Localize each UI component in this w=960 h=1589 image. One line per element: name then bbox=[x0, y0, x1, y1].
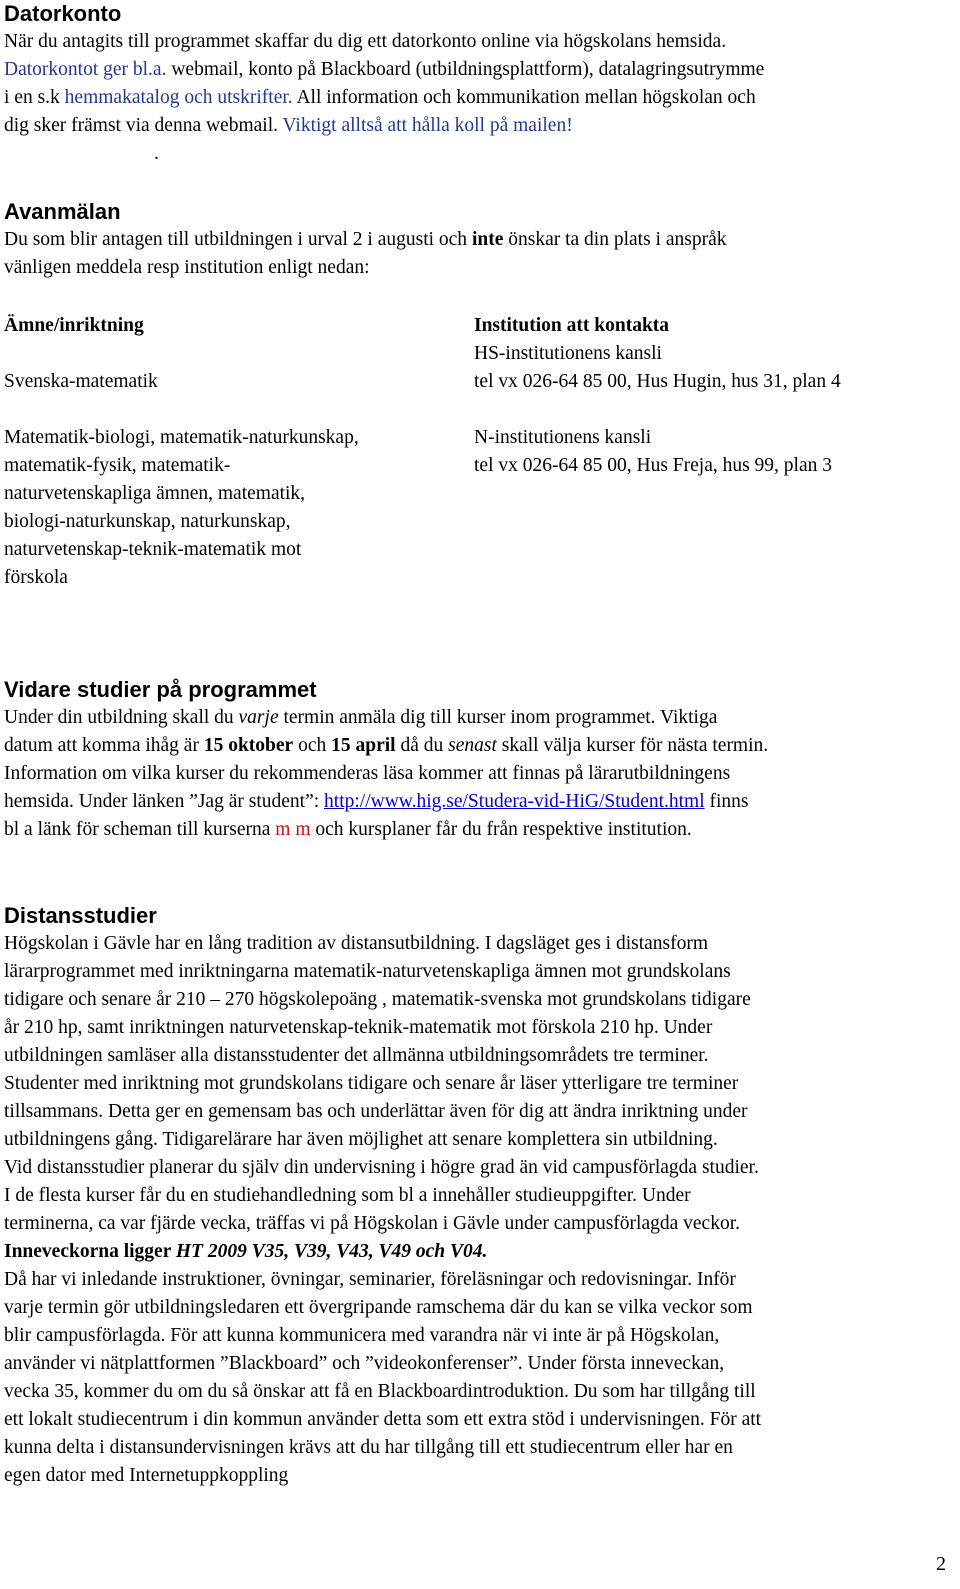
paragraph-line bbox=[4, 226, 954, 254]
column-header-subject: Ämne/inriktning bbox=[4, 315, 144, 336]
paragraph-line: I de flesta kurser får du en studiehandledning som bl a innehåller studieuppgifter. Under bbox=[4, 1185, 691, 1206]
section-datorkonto bbox=[4, 0, 954, 168]
subject-line: naturvetenskap-teknik-matematik mot bbox=[4, 539, 302, 560]
table-row bbox=[4, 340, 954, 368]
paragraph-line: lärarprogrammet med inriktningarna matematik-naturvetenskapliga ämnen mot grundskolans bbox=[4, 961, 731, 982]
paragraph-line bbox=[4, 1238, 954, 1266]
paragraph-line: varje termin gör utbildningsledaren ett övergripande ramschema där du kan se vilka veckor som bbox=[4, 1297, 753, 1318]
italic-span: varje bbox=[238, 707, 279, 728]
paragraph-line: utbildningens gång. Tidigarelärare har även möjlighet att senare komplettera sin utbildning. bbox=[4, 1129, 718, 1150]
paragraph-line: vecka 35, kommer du om du så önskar att få en Blackboardintroduktion. Du som har tillgång till bbox=[4, 1381, 756, 1402]
text-span: bl a länk för scheman till kurserna bbox=[4, 819, 276, 840]
subject-list bbox=[4, 424, 464, 592]
bold-span: inte bbox=[471, 229, 504, 250]
section-avanmalan bbox=[4, 198, 954, 282]
subject-line: biologi-naturkunskap, naturkunskap, bbox=[4, 511, 291, 532]
paragraph-line: år 210 hp, samt inriktningen naturvetenskap-teknik-matematik mot förskola 210 hp. Under bbox=[4, 1017, 713, 1038]
paragraph-line: vänligen meddela resp institution enligt nedan: bbox=[4, 257, 370, 278]
paragraph-line: tillsammans. Detta ger en gemensam bas och underlättar även för dig att ändra inriktning under bbox=[4, 1101, 748, 1122]
text-span: datum att komma ihåg är bbox=[4, 735, 204, 756]
red-text-span: m m bbox=[275, 819, 311, 840]
institution-name: N-institutionens kansli bbox=[474, 427, 652, 448]
text-span: termin anmäla dig till kurser inom programmet. Viktiga bbox=[278, 707, 718, 728]
heading-vidare-studier: Vidare studier på programmet bbox=[4, 677, 317, 702]
subject-name: Svenska-matematik bbox=[4, 371, 158, 392]
table-header-row bbox=[4, 312, 954, 340]
heading-distansstudier: Distansstudier bbox=[4, 903, 157, 928]
paragraph-line bbox=[4, 112, 954, 140]
text-span: önskar ta din plats i anspråk bbox=[503, 229, 727, 250]
text-span: Under din utbildning skall du bbox=[4, 707, 239, 728]
paragraph-line: egen dator med Internetuppkoppling bbox=[4, 1465, 289, 1486]
bold-span: 15 oktober bbox=[203, 735, 294, 756]
paragraph-line: Information om vilka kurser du rekommenderas läsa kommer att finnas på lärarutbildningens bbox=[4, 763, 731, 784]
paragraph-line: använder vi nätplattformen ”Blackboard” och ”videokonferenser”. Under första inneveckan, bbox=[4, 1353, 725, 1374]
paragraph-line: ett lokalt studiecentrum i din kommun använder detta som ett extra stöd i undervisningen. För att bbox=[4, 1409, 762, 1430]
text-span: och bbox=[293, 735, 332, 756]
subject-line: matematik-fysik, matematik- bbox=[4, 455, 231, 476]
contact-table bbox=[4, 312, 954, 592]
subject-line: naturvetenskapliga ämnen, matematik, bbox=[4, 483, 306, 504]
text-span: Du som blir antagen till utbildningen i urval 2 i augusti och bbox=[4, 229, 472, 250]
institution-contact bbox=[474, 424, 832, 480]
stray-dot: . bbox=[154, 143, 159, 164]
paragraph-line: kunna delta i distansundervisningen krävs att du har tillgång till ett studiecentrum eller har en bbox=[4, 1437, 733, 1458]
institution-name: HS-institutionens kansli bbox=[474, 343, 662, 364]
column-header-institution: Institution att kontakta bbox=[474, 315, 670, 336]
institution-phone: tel vx 026-64 85 00, Hus Hugin, hus 31, plan 4 bbox=[474, 371, 841, 392]
paragraph-line bbox=[4, 788, 954, 816]
text-span: då du bbox=[395, 735, 449, 756]
paragraph-line: utbildningen samläser alla distansstudenter det allmänna utbildningsområdets tre terminer. bbox=[4, 1045, 709, 1066]
text-span: Datorkontot ger bl.a. bbox=[4, 59, 167, 80]
text-span: i en s.k bbox=[4, 87, 60, 108]
text-span: All information och kommunikation mellan högskolan och bbox=[292, 87, 756, 108]
text-span: dig sker främst via denna webmail. bbox=[4, 115, 278, 136]
page-number: 2 bbox=[936, 1553, 946, 1575]
text-span: hemmakatalog och utskrifter. bbox=[59, 87, 293, 108]
paragraph-line bbox=[4, 732, 954, 760]
section-distansstudier bbox=[4, 902, 954, 1490]
paragraph-line: blir campusförlagda. För att kunna kommunicera med varandra när vi inte är på Högskolan, bbox=[4, 1325, 720, 1346]
paragraph-line bbox=[4, 56, 954, 84]
text-span: Viktigt alltså att hålla koll på mailen! bbox=[278, 115, 573, 136]
bold-span: 15 april bbox=[331, 735, 396, 756]
text-span: skall välja kurser för nästa termin. bbox=[496, 735, 769, 756]
paragraph-line: Vid distansstudier planerar du själv din undervisning i högre grad än vid campusförlagda studier. bbox=[4, 1157, 759, 1178]
text-span: finns bbox=[704, 791, 749, 812]
text-span: och kursplaner får du från respektive institution. bbox=[310, 819, 692, 840]
section-vidare-studier bbox=[4, 676, 954, 844]
italic-span: senast bbox=[448, 735, 497, 756]
subject-line: Matematik-biologi, matematik-naturkunskap, bbox=[4, 427, 359, 448]
student-page-link[interactable]: http://www.hig.se/Studera-vid-HiG/Student.html bbox=[324, 791, 705, 812]
subject-line: förskola bbox=[4, 567, 68, 588]
institution-phone: tel vx 026-64 85 00, Hus Freja, hus 99, plan 3 bbox=[474, 455, 833, 476]
paragraph-line bbox=[4, 816, 954, 844]
paragraph-line: Studenter med inriktning mot grundskolans tidigare och senare år läser ytterligare tre terminer bbox=[4, 1073, 739, 1094]
table-row bbox=[4, 368, 954, 396]
paragraph-line: När du antagits till programmet skaffar du dig ett datorkonto online via högskolans hemsida. bbox=[4, 31, 727, 52]
table-row bbox=[4, 424, 954, 592]
heading-datorkonto: Datorkonto bbox=[4, 1, 122, 26]
bold-span: Inneveckorna ligger bbox=[4, 1241, 176, 1262]
paragraph-line: Högskolan i Gävle har en lång tradition av distansutbildning. I dagsläget ges i distansform bbox=[4, 933, 709, 954]
paragraph-line: terminerna, ca var fjärde vecka, träffas vi på Högskolan i Gävle under campusförlagda veckor. bbox=[4, 1213, 740, 1234]
heading-avanmalan: Avanmälan bbox=[4, 199, 121, 224]
bold-italic-span: HT 2009 V35, V39, V43, V49 och V04. bbox=[175, 1241, 488, 1262]
paragraph-line: tidigare och senare år 210 – 270 högskolepoäng , matematik-svenska mot grundskolans tidigare bbox=[4, 989, 751, 1010]
paragraph-line bbox=[4, 704, 954, 732]
text-span: webmail, konto på Blackboard (utbildningsplattform), datalagringsutrymme bbox=[166, 59, 765, 80]
text-span: hemsida. Under länken ”Jag är student”: bbox=[4, 791, 325, 812]
paragraph-line bbox=[4, 84, 954, 112]
paragraph-line: Då har vi inledande instruktioner, övningar, seminarier, föreläsningar och redovisningar. Inför bbox=[4, 1269, 736, 1290]
